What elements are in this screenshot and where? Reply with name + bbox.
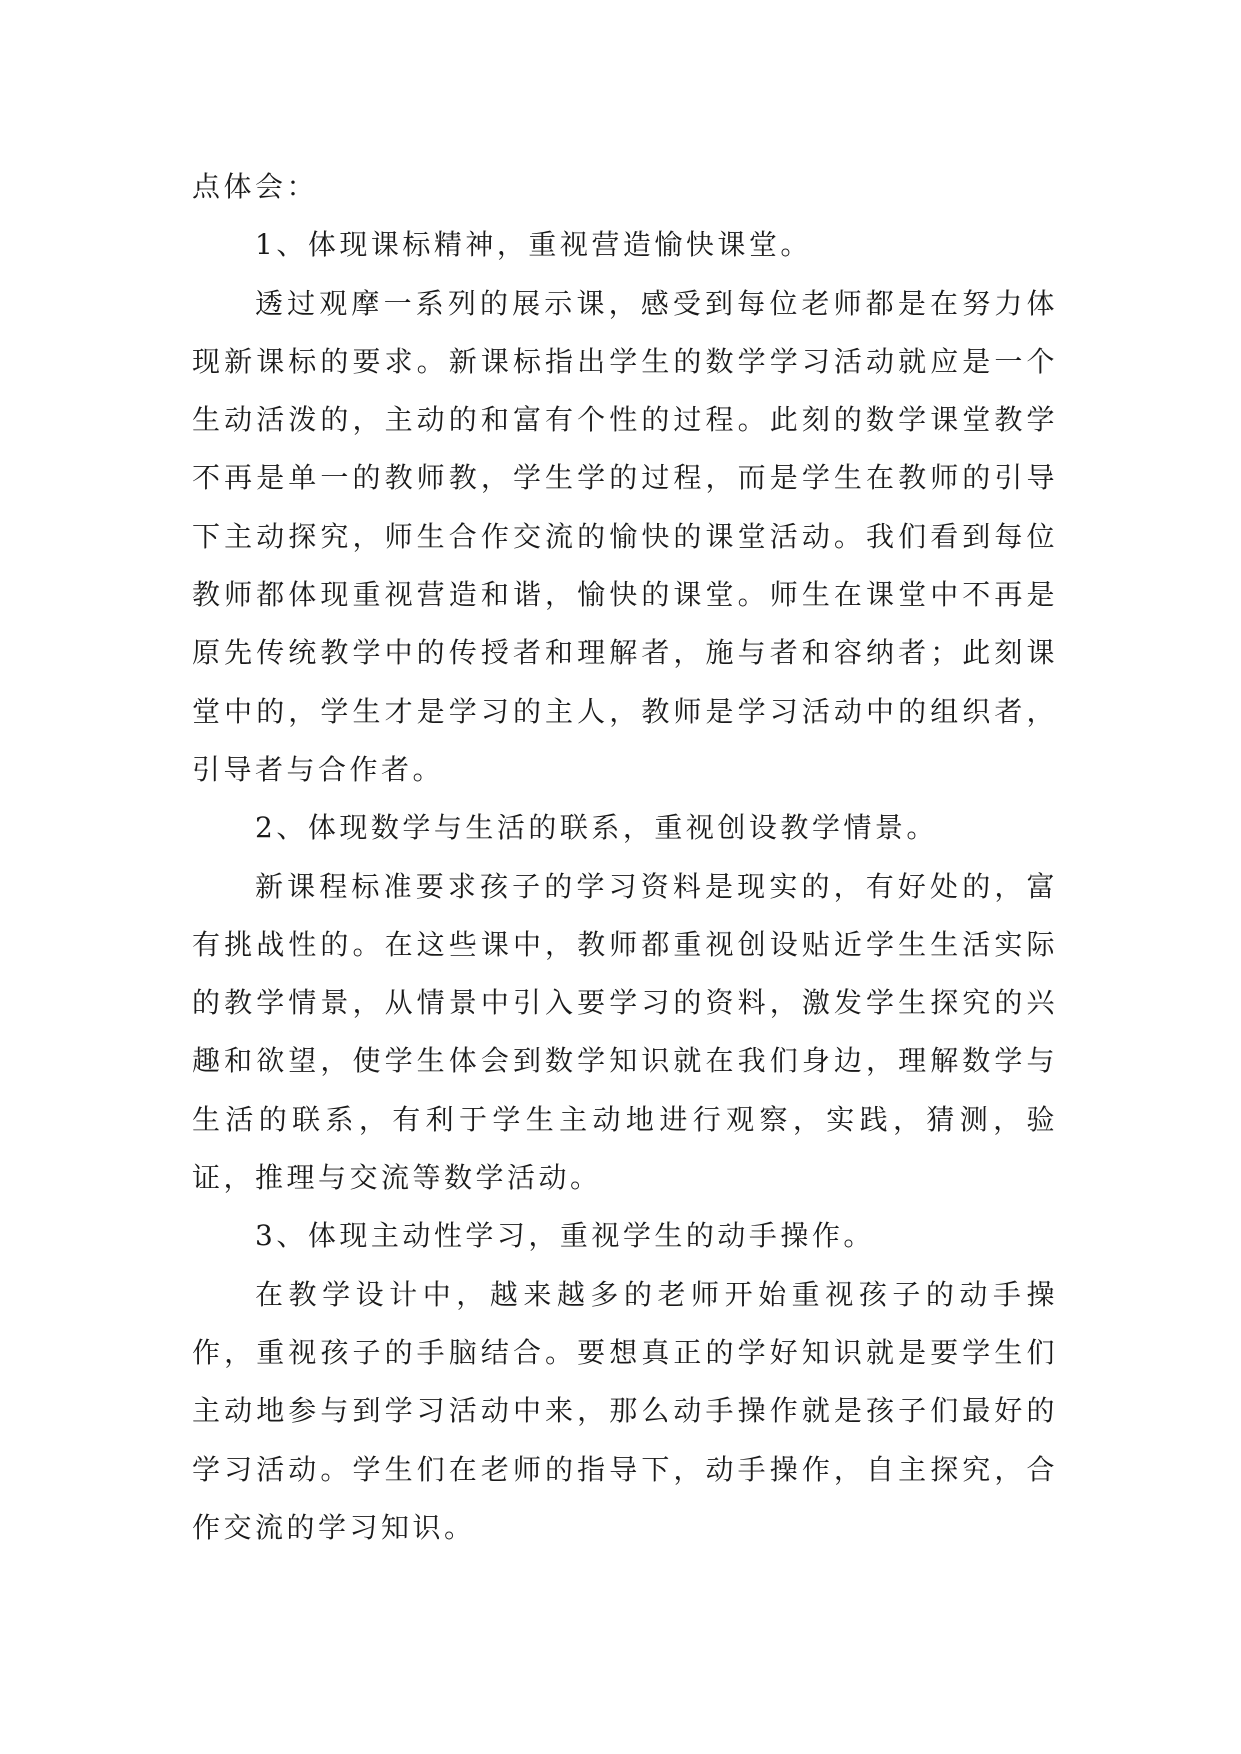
section-heading-1: 1、体现课标精神，重视营造愉快课堂。	[255, 228, 812, 262]
section-heading-2: 2、体现数学与生活的联系，重视创设教学情景。	[255, 811, 938, 845]
paragraph-2: 新课程标准要求孩子的学习资料是现实的，有好处的，富有挑战性的。在这些课中，教师都重视创设贴近学生生活实际的教学情景，从情景中引入要学习的资料，激发学生探究的兴趣和欲望，使学生体会到数学知识就在我们身边，理解数学与生活的联系，有利于学生主动地进行观察，实践，猜测，验证，推理与交流等数学活动。	[192, 869, 1058, 1195]
paragraph-1: 透过观摩一系列的展示课，感受到每位老师都是在努力体现新课标的要求。新课标指出学生的数学学习活动就应是一个生动活泼的，主动的和富有个性的过程。此刻的数学课堂教学不再是单一的教师教，学生学的过程，而是学生在教师的引导下主动探究，师生合作交流的愉快的课堂活动。我们看到每位教师都体现重视营造和谐，愉快的课堂。师生在课堂中不再是原先传统教学中的传授者和理解者，施与者和容纳者；此刻课堂中的，学生才是学习的主人，教师是学习活动中的组织者，引导者与合作者。	[192, 286, 1058, 786]
document-body	[192, 158, 1058, 1557]
paragraph-3: 在教学设计中，越来越多的老师开始重视孩子的动手操作，重视孩子的手脑结合。要想真正的学好知识就是要学生们主动地参与到学习活动中来，那么动手操作就是孩子们最好的学习活动。学生们在老师的指导下，动手操作，自主探究，合作交流的学习知识。	[192, 1277, 1058, 1544]
section-heading-3: 3、体现主动性学习，重视学生的动手操作。	[255, 1219, 875, 1253]
paragraph-continuation: 点体会：	[192, 170, 319, 203]
